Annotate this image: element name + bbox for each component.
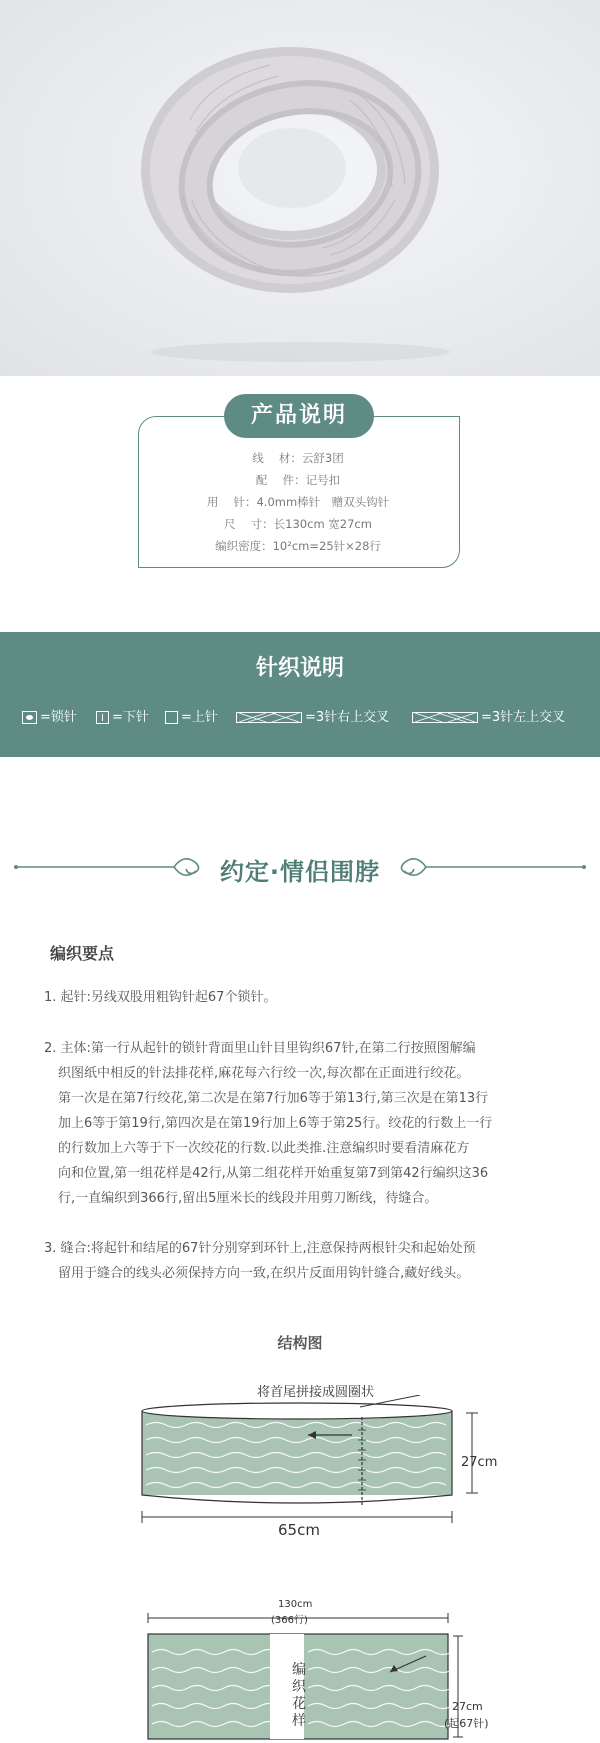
purl-stitch-icon: [96, 711, 109, 724]
spec-gauge: 编织密度：10²cm=25针×28行: [215, 539, 381, 553]
cable-left-cross-icon: [412, 712, 478, 723]
tube-note: 将首尾拼接成圆圈状: [257, 1385, 375, 1400]
legend-item-cable-left: [412, 706, 565, 725]
step-2: [44, 1036, 574, 1211]
legend-label: =3针右上交叉: [305, 710, 390, 725]
step-line: 2. 主体:第一行从起针的锁针背面里山针目里钩织67针,在第二行按照图解编: [44, 1041, 476, 1056]
product-photo: [0, 0, 600, 376]
cable-right-cross-icon: [236, 712, 302, 723]
knitting-points-heading: 编织要点: [50, 944, 115, 963]
step-line: 3. 缝合:将起针和结尾的67针分别穿到环针上,注意保持两根针尖和起始处预: [44, 1241, 476, 1256]
legend-label: =3针左上交叉: [481, 710, 566, 725]
knit-scarf-image: [0, 0, 600, 376]
product-card-title: 产品说明: [224, 394, 374, 438]
spec-needle: 用 针：4.0mm棒针 赠双头钩针: [206, 495, 390, 509]
pattern-title: 约定·情侣围脖: [219, 858, 381, 886]
chain-stitch-icon: [22, 711, 37, 724]
tube-diagram: [130, 1395, 480, 1525]
step-line: 第一次是在第7行绞花,第二次是在第7行加6等于第13行,第三次是在第13行: [58, 1091, 489, 1106]
knitting-section-title: 针织说明: [255, 656, 344, 681]
spec-accessory: 配 件：记号扣: [255, 473, 341, 487]
flat-cast-on-label: (起67针): [444, 1717, 489, 1730]
step-line: 的行数加上六等于下一次绞花的行数.以此类推.注意编织时要看清麻花方: [58, 1141, 470, 1156]
flat-height-label: 27cm: [452, 1700, 483, 1713]
flat-length-label: 130cm: [278, 1599, 313, 1610]
step-line: 向和位置,第一组花样是42行,从第二组花样开始重复第7到第42行编织这36: [58, 1166, 489, 1181]
legend-label: =下针: [112, 710, 149, 725]
legend-item-chain: [22, 706, 77, 725]
legend-label: =锁针: [40, 710, 77, 725]
step-line: 1. 起针:另线双股用粗钩针起67个锁针。: [44, 990, 277, 1005]
step-line: 行,一直编织到366行,留出5厘米长的线段并用剪刀断线，待缝合。: [58, 1191, 438, 1206]
tube-height-label: 27cm: [461, 1455, 498, 1470]
step-line: 织图纸中相反的针法排花样,麻花每六行绞一次,每次都在正面进行绞花。: [58, 1066, 470, 1081]
legend-item-cable-right: [236, 706, 389, 725]
step-3: [44, 1236, 574, 1286]
knit-stitch-icon: [165, 711, 178, 724]
step-1: [44, 985, 574, 1010]
flat-center-label: 编织花样: [292, 1662, 306, 1729]
spec-size: 尺 寸：长130cm 宽27cm: [224, 517, 372, 531]
legend-item-purl: [96, 706, 149, 725]
step-line: 加上6等于第19行,第四次是在第19行加上6等于第25行。绞花的行数上一行: [58, 1116, 493, 1131]
tube-width-label: 65cm: [278, 1521, 320, 1539]
legend-item-knit: [165, 706, 218, 725]
spec-yarn: 线 材：云舒3团: [252, 451, 344, 465]
structure-title: 结构图: [277, 1334, 323, 1352]
step-line: 留用于缝合的线头必须保持方向一致,在织片反面用钩针缝合,藏好线头。: [58, 1266, 470, 1281]
flat-rows-label: (366行): [271, 1615, 308, 1626]
legend-label: =上针: [181, 710, 218, 725]
